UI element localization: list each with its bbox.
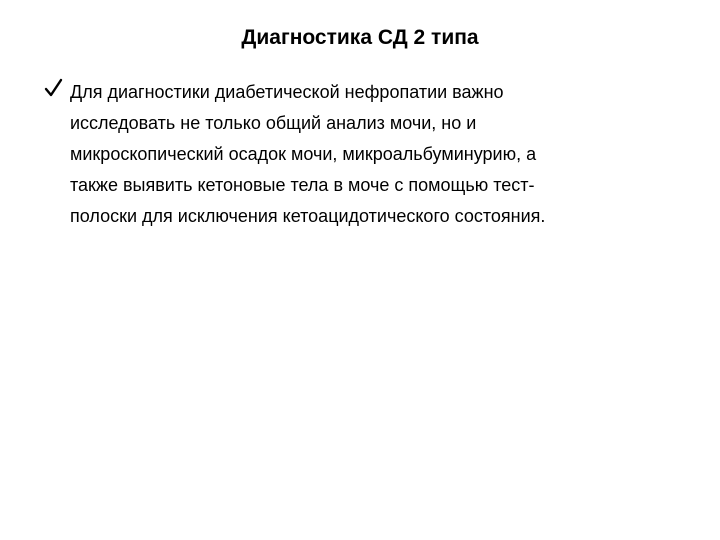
- bullet-line: микроскопический осадок мочи, микроальбуминурию, а: [70, 144, 537, 164]
- bullet-text: [70, 77, 660, 232]
- bullet-line: полоски для исключения кетоацидотического состояния.: [70, 206, 546, 226]
- bullet-line: также выявить кетоновые тела в моче с помощью тест-: [70, 175, 535, 195]
- bullet-line: Для диагностики диабетической нефропатии важно: [70, 82, 504, 102]
- bullet-line: исследовать не только общий анализ мочи, но и: [70, 113, 477, 133]
- slide-title: Диагностика СД 2 типа: [241, 26, 479, 49]
- checkmark-icon: [44, 77, 64, 99]
